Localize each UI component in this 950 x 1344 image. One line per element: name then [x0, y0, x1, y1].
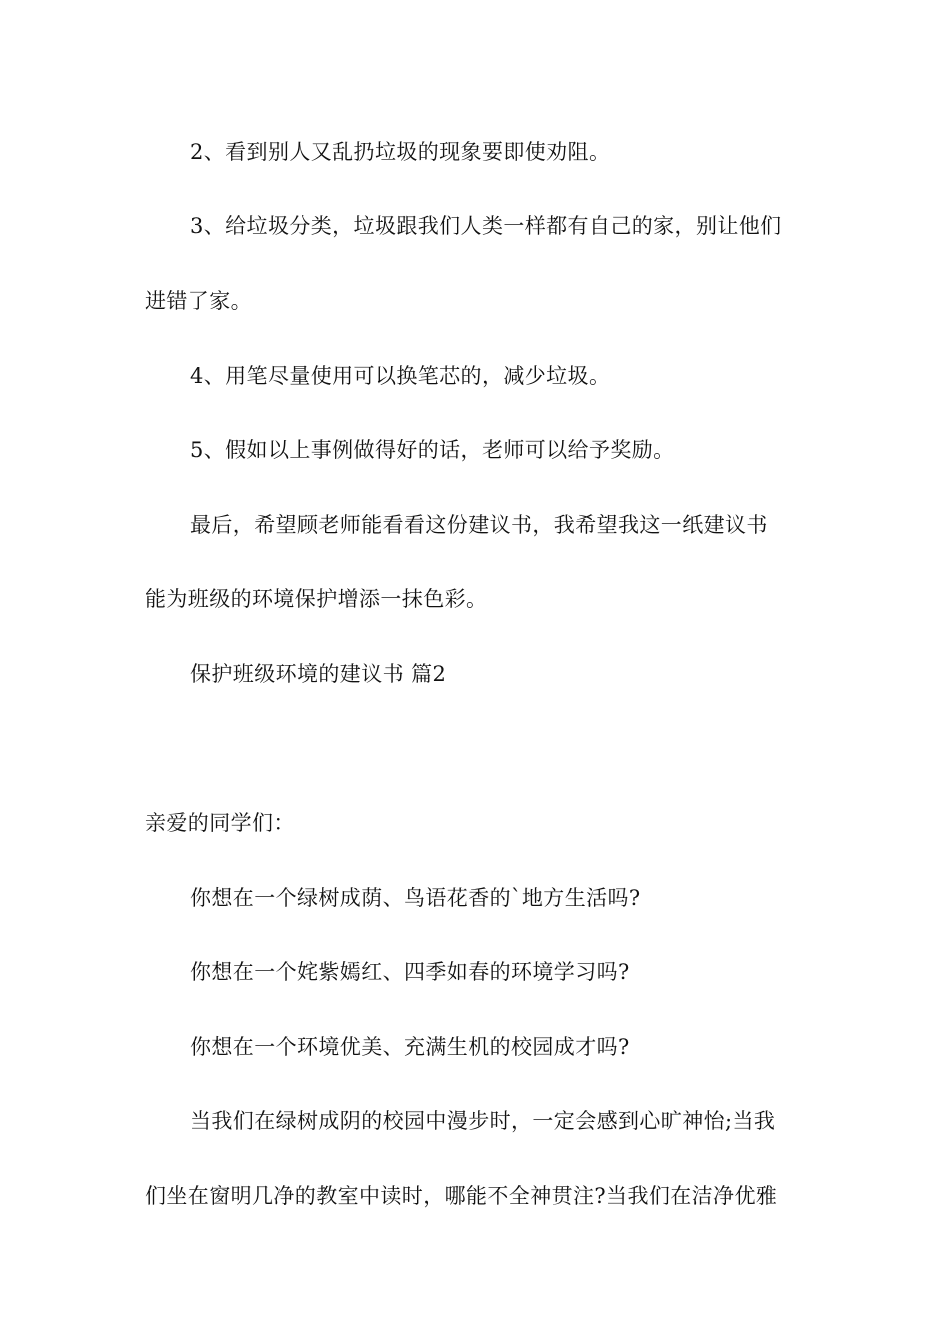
list-item-3-continued: 进错了家。	[145, 289, 252, 313]
list-item-3: 3、给垃圾分类，垃圾跟我们人类一样都有自己的家，别让他们	[190, 214, 782, 238]
question-2: 你想在一个姹紫嫣红、四季如春的环境学习吗?	[190, 960, 630, 984]
list-item-2: 2、看到别人又乱扔垃圾的现象要即使劝阻。	[190, 140, 611, 164]
closing-paragraph: 最后，希望顾老师能看看这份建议书，我希望我这一纸建议书	[190, 513, 768, 537]
list-item-5: 5、假如以上事例做得好的话，老师可以给予奖励。	[190, 438, 675, 462]
body-paragraph-continued: 们坐在窗明几净的教室中读时，哪能不全神贯注?当我们在洁净优雅	[145, 1184, 778, 1208]
section-heading: 保护班级环境的建议书 篇2	[190, 662, 447, 686]
closing-paragraph-continued: 能为班级的环境保护增添一抹色彩。	[145, 587, 488, 611]
body-paragraph: 当我们在绿树成阴的校园中漫步时，一定会感到心旷神怡;当我	[190, 1109, 776, 1133]
question-3: 你想在一个环境优美、充满生机的校园成才吗?	[190, 1035, 630, 1059]
question-1: 你想在一个绿树成荫、鸟语花香的`地方生活吗?	[190, 886, 641, 910]
salutation: 亲爱的同学们：	[145, 811, 295, 835]
list-item-4: 4、用笔尽量使用可以换笔芯的，减少垃圾。	[190, 364, 611, 388]
